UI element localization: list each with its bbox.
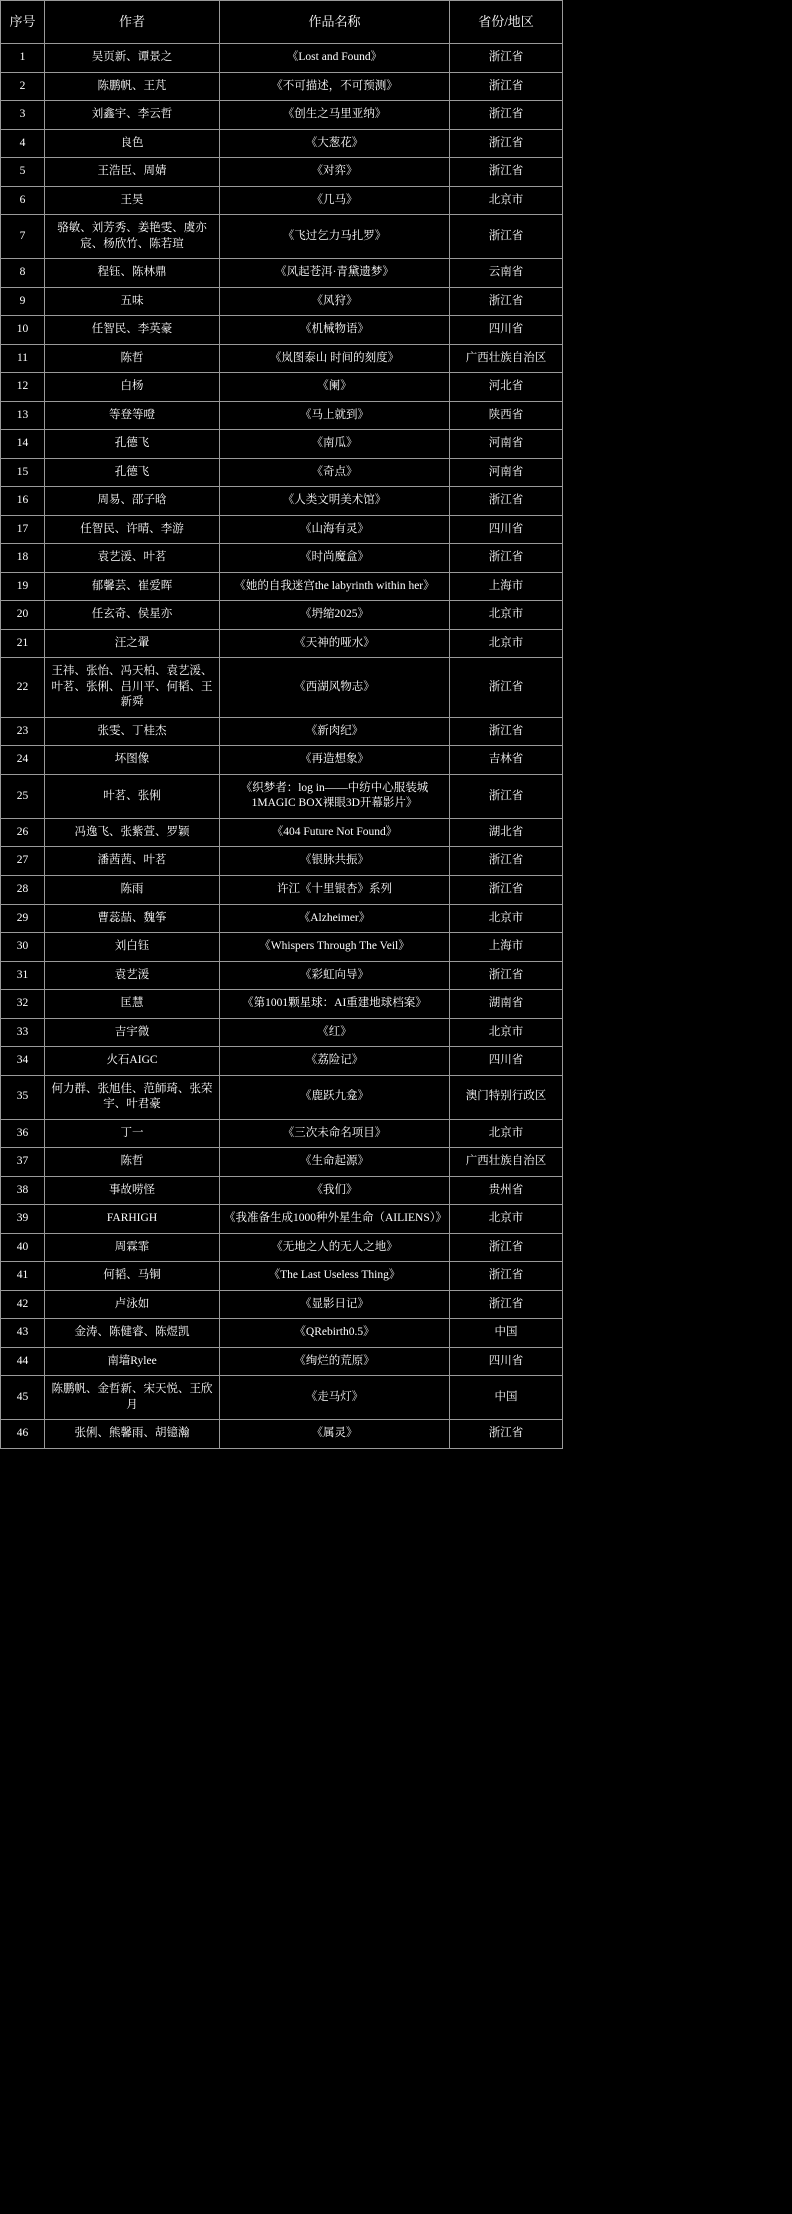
cell-index: 37	[1, 1148, 45, 1177]
cell-index: 38	[1, 1176, 45, 1205]
cell-title: 《新肉纪》	[220, 717, 450, 746]
cell-title: 《显影日记》	[220, 1290, 450, 1319]
cell-title: 《红》	[220, 1018, 450, 1047]
cell-region: 吉林省	[450, 746, 563, 775]
table-row	[1, 933, 563, 962]
cell-region: 浙江省	[450, 129, 563, 158]
cell-index: 29	[1, 904, 45, 933]
cell-index: 2	[1, 72, 45, 101]
cell-author: 刘白钰	[45, 933, 220, 962]
cell-author: 匡慧	[45, 990, 220, 1019]
cell-author: 陈鹏帆、金哲新、宋天悦、王欣月	[45, 1376, 220, 1420]
cell-index: 19	[1, 572, 45, 601]
cell-index: 44	[1, 1347, 45, 1376]
table-row	[1, 1376, 563, 1420]
cell-region: 河南省	[450, 458, 563, 487]
cell-title: 《Whispers Through The Veil》	[220, 933, 450, 962]
table-row	[1, 1205, 563, 1234]
cell-author: 骆敏、刘芳秀、姜艳雯、虞亦宸、杨欣竹、陈若瑄	[45, 215, 220, 259]
cell-author: 陈雨	[45, 875, 220, 904]
cell-index: 6	[1, 186, 45, 215]
cell-index: 20	[1, 601, 45, 630]
cell-index: 33	[1, 1018, 45, 1047]
cell-region: 北京市	[450, 601, 563, 630]
cell-region: 北京市	[450, 1018, 563, 1047]
cell-index: 45	[1, 1376, 45, 1420]
cell-region: 河南省	[450, 430, 563, 459]
cell-author: 冯逸飞、张紫萱、罗颖	[45, 818, 220, 847]
cell-index: 5	[1, 158, 45, 187]
cell-title: 《走马灯》	[220, 1376, 450, 1420]
cell-title: 许江《十里银杏》系列	[220, 875, 450, 904]
cell-region: 浙江省	[450, 774, 563, 818]
table-row	[1, 961, 563, 990]
cell-author: 王祎、张怡、冯天柏、袁艺湲、叶茗、张俐、吕川平、何韬、王新舜	[45, 658, 220, 718]
cell-title: 《阑》	[220, 373, 450, 402]
cell-title: 《天神的哑水》	[220, 629, 450, 658]
cell-index: 9	[1, 287, 45, 316]
cell-title: 《我们》	[220, 1176, 450, 1205]
table-row	[1, 990, 563, 1019]
cell-index: 35	[1, 1075, 45, 1119]
cell-author: 坏图像	[45, 746, 220, 775]
cell-author: 潘茜茜、叶茗	[45, 847, 220, 876]
cell-author: 丁一	[45, 1119, 220, 1148]
cell-author: 火石AIGC	[45, 1047, 220, 1076]
cell-index: 41	[1, 1262, 45, 1291]
cell-author: 曹蕊喆、魏筝	[45, 904, 220, 933]
cell-title: 《不可描述，不可预测》	[220, 72, 450, 101]
cell-author: 程钰、陈林鼎	[45, 259, 220, 288]
cell-title: 《机械物语》	[220, 316, 450, 345]
cell-region: 北京市	[450, 1119, 563, 1148]
cell-region: 四川省	[450, 1047, 563, 1076]
cell-region: 北京市	[450, 629, 563, 658]
cell-author: 袁艺湲	[45, 961, 220, 990]
cell-index: 1	[1, 44, 45, 73]
cell-author: 吉宇微	[45, 1018, 220, 1047]
cell-title: 《Alzheimer》	[220, 904, 450, 933]
cell-title: 《大葱花》	[220, 129, 450, 158]
cell-region: 浙江省	[450, 717, 563, 746]
cell-index: 17	[1, 515, 45, 544]
table-row	[1, 1420, 563, 1449]
cell-author: 陈鹏帆、王芃	[45, 72, 220, 101]
cell-index: 32	[1, 990, 45, 1019]
table-row	[1, 774, 563, 818]
cell-region: 贵州省	[450, 1176, 563, 1205]
cell-title: 《坍缩2025》	[220, 601, 450, 630]
cell-author: 陈哲	[45, 1148, 220, 1177]
cell-author: 何韬、马铜	[45, 1262, 220, 1291]
cell-index: 4	[1, 129, 45, 158]
cell-author: 任玄奇、侯星亦	[45, 601, 220, 630]
table-row	[1, 316, 563, 345]
cell-index: 18	[1, 544, 45, 573]
table-row	[1, 1047, 563, 1076]
cell-index: 40	[1, 1233, 45, 1262]
cell-title: 《彩虹向导》	[220, 961, 450, 990]
table-row	[1, 1018, 563, 1047]
cell-region: 浙江省	[450, 961, 563, 990]
table-row	[1, 629, 563, 658]
cell-author: 等登等噔	[45, 401, 220, 430]
cell-region: 浙江省	[450, 158, 563, 187]
cell-title: 《织梦者：log in——中纺中心服装城 1MAGIC BOX裸眼3D开幕影片》	[220, 774, 450, 818]
table-row	[1, 1347, 563, 1376]
cell-region: 四川省	[450, 316, 563, 345]
cell-title: 《风起苍洱·青黛遗梦》	[220, 259, 450, 288]
cell-author: 孔德飞	[45, 430, 220, 459]
cell-author: 白杨	[45, 373, 220, 402]
cell-title: 《无地之人的无人之地》	[220, 1233, 450, 1262]
cell-region: 北京市	[450, 1205, 563, 1234]
cell-index: 31	[1, 961, 45, 990]
cell-region: 北京市	[450, 186, 563, 215]
cell-index: 43	[1, 1319, 45, 1348]
cell-region: 云南省	[450, 259, 563, 288]
table-row	[1, 287, 563, 316]
cell-title: 《几马》	[220, 186, 450, 215]
cell-index: 28	[1, 875, 45, 904]
cell-index: 8	[1, 259, 45, 288]
table-row	[1, 1233, 563, 1262]
cell-author: 五味	[45, 287, 220, 316]
entries-table	[0, 0, 563, 1449]
table-row	[1, 1290, 563, 1319]
cell-index: 12	[1, 373, 45, 402]
table-row	[1, 515, 563, 544]
cell-author: 袁艺湲、叶茗	[45, 544, 220, 573]
cell-author: 金涛、陈健睿、陈煜凯	[45, 1319, 220, 1348]
cell-title: 《人类文明美术馆》	[220, 487, 450, 516]
table-row	[1, 658, 563, 718]
cell-title: 《山海有灵》	[220, 515, 450, 544]
cell-region: 浙江省	[450, 875, 563, 904]
cell-author: 任智民、李英豪	[45, 316, 220, 345]
cell-title: 《马上就到》	[220, 401, 450, 430]
cell-index: 22	[1, 658, 45, 718]
table-row	[1, 572, 563, 601]
cell-index: 30	[1, 933, 45, 962]
cell-title: 《创生之马里亚纳》	[220, 101, 450, 130]
cell-author: 郁馨芸、崔爱晖	[45, 572, 220, 601]
cell-title: 《QRebirth0.5》	[220, 1319, 450, 1348]
table-row	[1, 544, 563, 573]
cell-index: 10	[1, 316, 45, 345]
table-row	[1, 72, 563, 101]
cell-title: 《岚图泰山 时间的刻度》	[220, 344, 450, 373]
cell-title: 《飞过乞力马扎罗》	[220, 215, 450, 259]
cell-author: 良色	[45, 129, 220, 158]
table-row	[1, 1262, 563, 1291]
cell-index: 23	[1, 717, 45, 746]
cell-title: 《对弈》	[220, 158, 450, 187]
cell-region: 浙江省	[450, 287, 563, 316]
table-header	[1, 1, 563, 44]
cell-region: 广西壮族自治区	[450, 1148, 563, 1177]
cell-author: 叶茗、张俐	[45, 774, 220, 818]
column-header-index: 序号	[1, 1, 45, 44]
column-header-region: 省份/地区	[450, 1, 563, 44]
cell-index: 36	[1, 1119, 45, 1148]
cell-title: 《三次未命名项目》	[220, 1119, 450, 1148]
table-row	[1, 717, 563, 746]
cell-index: 21	[1, 629, 45, 658]
table-row	[1, 601, 563, 630]
cell-index: 39	[1, 1205, 45, 1234]
cell-title: 《The Last Useless Thing》	[220, 1262, 450, 1291]
cell-title: 《404 Future Not Found》	[220, 818, 450, 847]
cell-title: 《银脉共振》	[220, 847, 450, 876]
cell-region: 湖南省	[450, 990, 563, 1019]
table-row	[1, 904, 563, 933]
cell-region: 陕西省	[450, 401, 563, 430]
table-row	[1, 430, 563, 459]
cell-region: 河北省	[450, 373, 563, 402]
cell-author: 南墙Rylee	[45, 1347, 220, 1376]
cell-region: 湖北省	[450, 818, 563, 847]
cell-author: 任智民、许晴、李游	[45, 515, 220, 544]
cell-region: 广西壮族自治区	[450, 344, 563, 373]
cell-index: 24	[1, 746, 45, 775]
cell-index: 7	[1, 215, 45, 259]
table-row	[1, 401, 563, 430]
cell-index: 42	[1, 1290, 45, 1319]
cell-author: 汪之翬	[45, 629, 220, 658]
cell-region: 浙江省	[450, 487, 563, 516]
table-row	[1, 373, 563, 402]
cell-index: 34	[1, 1047, 45, 1076]
cell-title: 《Lost and Found》	[220, 44, 450, 73]
column-header-author: 作者	[45, 1, 220, 44]
table-row	[1, 44, 563, 73]
cell-region: 上海市	[450, 933, 563, 962]
table-row	[1, 1176, 563, 1205]
table-row	[1, 101, 563, 130]
cell-title: 《奇点》	[220, 458, 450, 487]
table-row	[1, 215, 563, 259]
table-row	[1, 158, 563, 187]
cell-title: 《风狩》	[220, 287, 450, 316]
cell-author: FARHIGH	[45, 1205, 220, 1234]
cell-author: 周霖霏	[45, 1233, 220, 1262]
cell-region: 浙江省	[450, 1262, 563, 1291]
cell-region: 浙江省	[450, 1233, 563, 1262]
cell-author: 刘鑫宇、李云哲	[45, 101, 220, 130]
cell-index: 15	[1, 458, 45, 487]
table-row	[1, 186, 563, 215]
table-row	[1, 1148, 563, 1177]
table-row	[1, 487, 563, 516]
cell-title: 《她的自我迷宫the labyrinth within her》	[220, 572, 450, 601]
table-row	[1, 129, 563, 158]
cell-region: 中国	[450, 1376, 563, 1420]
cell-author: 吴页新、谭景之	[45, 44, 220, 73]
cell-author: 张雯、丁桂杰	[45, 717, 220, 746]
cell-index: 27	[1, 847, 45, 876]
cell-author: 孔德飞	[45, 458, 220, 487]
cell-index: 46	[1, 1420, 45, 1449]
column-header-title: 作品名称	[220, 1, 450, 44]
cell-region: 浙江省	[450, 1290, 563, 1319]
cell-region: 澳门特别行政区	[450, 1075, 563, 1119]
cell-index: 3	[1, 101, 45, 130]
cell-region: 浙江省	[450, 101, 563, 130]
table-row	[1, 344, 563, 373]
table-row	[1, 458, 563, 487]
cell-index: 13	[1, 401, 45, 430]
cell-region: 浙江省	[450, 44, 563, 73]
table-body	[1, 44, 563, 1449]
table-row	[1, 847, 563, 876]
cell-title: 《荔险记》	[220, 1047, 450, 1076]
cell-title: 《南瓜》	[220, 430, 450, 459]
cell-author: 陈哲	[45, 344, 220, 373]
table-row	[1, 875, 563, 904]
table-row	[1, 259, 563, 288]
cell-index: 25	[1, 774, 45, 818]
cell-region: 浙江省	[450, 72, 563, 101]
cell-region: 上海市	[450, 572, 563, 601]
cell-author: 周易、邵子晗	[45, 487, 220, 516]
cell-region: 北京市	[450, 904, 563, 933]
cell-title: 《我准备生成1000种外星生命（AILIENS）》	[220, 1205, 450, 1234]
cell-title: 《绚烂的荒原》	[220, 1347, 450, 1376]
table-row	[1, 1075, 563, 1119]
cell-author: 王昊	[45, 186, 220, 215]
table-row	[1, 1319, 563, 1348]
cell-region: 浙江省	[450, 658, 563, 718]
cell-index: 26	[1, 818, 45, 847]
cell-region: 中国	[450, 1319, 563, 1348]
cell-index: 11	[1, 344, 45, 373]
cell-title: 《生命起源》	[220, 1148, 450, 1177]
cell-title: 《时尚魔盒》	[220, 544, 450, 573]
cell-title: 《第1001颗星球：AI重建地球档案》	[220, 990, 450, 1019]
cell-index: 16	[1, 487, 45, 516]
cell-region: 浙江省	[450, 215, 563, 259]
table-row	[1, 746, 563, 775]
cell-region: 浙江省	[450, 847, 563, 876]
cell-title: 《鹿跃九龛》	[220, 1075, 450, 1119]
cell-region: 四川省	[450, 515, 563, 544]
cell-region: 浙江省	[450, 544, 563, 573]
cell-author: 事故唠怪	[45, 1176, 220, 1205]
cell-author: 何力群、张旭佳、范師琦、张荣宇、叶君豪	[45, 1075, 220, 1119]
cell-title: 《属灵》	[220, 1420, 450, 1449]
cell-index: 14	[1, 430, 45, 459]
cell-region: 浙江省	[450, 1420, 563, 1449]
cell-author: 张俐、熊馨雨、胡镱瀚	[45, 1420, 220, 1449]
cell-author: 卢泳如	[45, 1290, 220, 1319]
cell-title: 《再造想象》	[220, 746, 450, 775]
table-row	[1, 818, 563, 847]
table-header-row	[1, 1, 563, 44]
cell-region: 四川省	[450, 1347, 563, 1376]
table-row	[1, 1119, 563, 1148]
cell-author: 王浩臣、周婧	[45, 158, 220, 187]
cell-title: 《西湖风物志》	[220, 658, 450, 718]
